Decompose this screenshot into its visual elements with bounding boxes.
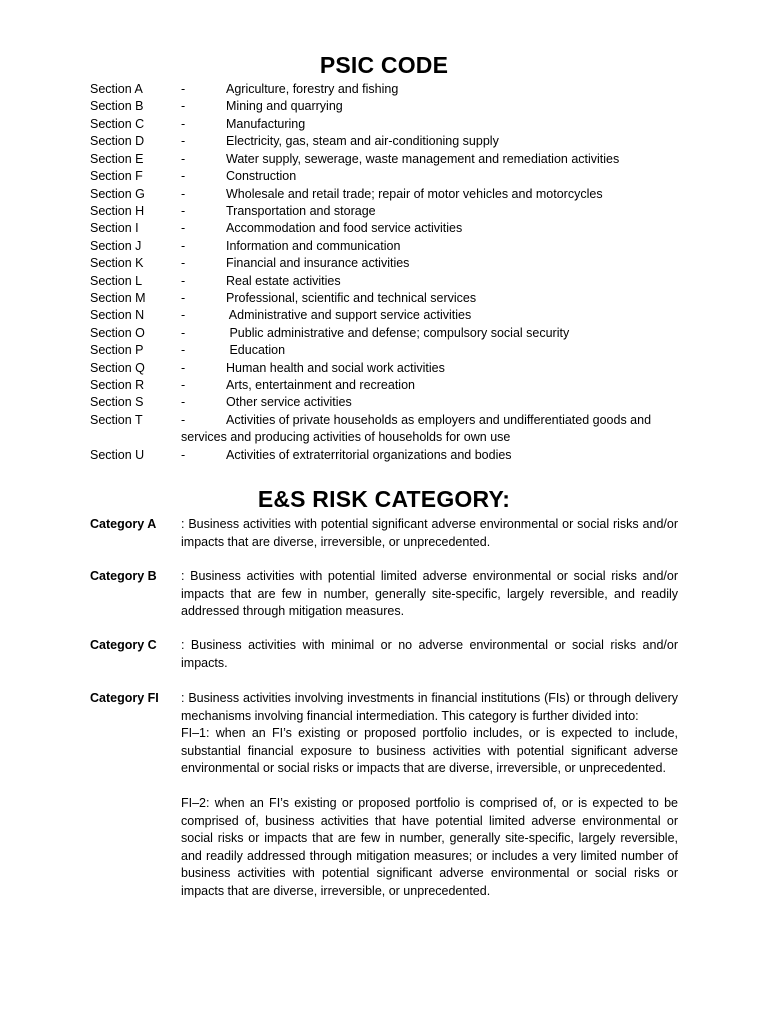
section-description: Electricity, gas, steam and air-conditioning supply [226, 134, 499, 148]
section-description: Wholesale and retail trade; repair of motor vehicles and motorcycles [226, 187, 603, 201]
section-description: Activities of private households as employers and undifferentiated goods and [226, 413, 652, 427]
section-description: Public administrative and defense; compulsory social security [226, 326, 570, 340]
category-label: Category C [90, 638, 157, 652]
category-paragraph: FI–2: when an FI’s existing or proposed portfolio is comprised of, or is expected to be comprised of, business activities that have potential limited adverse environmental or social risks or impacts that are few in number, generally site-specific, largely reversible, and readily addressed through mitigation measures; or includes a very limited number of business activities with potential significant adverse environmental or social risks or impacts that are diverse, irreversible, or unprecedented. [181, 796, 678, 898]
section-description: Information and communication [226, 239, 401, 253]
section-code: Section D [90, 134, 145, 148]
section-dash: - [181, 291, 186, 305]
section-dash: - [181, 134, 186, 148]
category-paragraph: : Business activities with potential limited adverse environmental or social risks and/or impacts that are few in number, generally site-specific, largely reversible, and readily addressed through mitigation measures. [181, 569, 678, 618]
section-dash: - [181, 326, 186, 340]
section-dash: - [181, 169, 186, 183]
section-code: Section J [90, 239, 142, 253]
category-description [181, 690, 678, 900]
section-code: Section I [90, 221, 139, 235]
section-code: Section O [90, 326, 145, 340]
category-paragraph: : Business activities involving investments in financial institutions (FIs) or through delivery mechanisms involving financial intermediation. This category is further divided into: [181, 691, 678, 723]
section-description: Transportation and storage [226, 204, 376, 218]
category-paragraph: : Business activities with potential significant adverse environmental or social risks and/or impacts that are diverse, irreversible, or unprecedented. [181, 517, 678, 549]
section-description: Education [226, 343, 286, 357]
section-dash: - [181, 99, 186, 113]
category-description [181, 516, 678, 551]
category-label: Category FI [90, 691, 159, 705]
section-description: Mining and quarrying [226, 99, 343, 113]
section-code: Section A [90, 82, 143, 96]
category-paragraph: : Business activities with minimal or no adverse environmental or social risks and/or impacts. [181, 638, 678, 670]
section-code: Section G [90, 187, 145, 201]
section-code: Section T [90, 413, 143, 427]
category-label: Category A [90, 517, 157, 531]
section-code: Section E [90, 152, 144, 166]
section-code: Section F [90, 169, 143, 183]
section-dash: - [181, 256, 186, 270]
risk-category-block [90, 690, 678, 900]
section-description: Other service activities [226, 395, 352, 409]
section-code: Section R [90, 378, 145, 392]
section-code: Section K [90, 256, 144, 270]
section-description: Arts, entertainment and recreation [226, 378, 415, 392]
risk-category-block [90, 516, 678, 551]
section-description: Professional, scientific and technical services [226, 291, 477, 305]
section-code: Section P [90, 343, 144, 357]
section-code: Section C [90, 117, 145, 131]
category-label: Category B [90, 569, 157, 583]
section-dash: - [181, 187, 186, 201]
section-description: Accommodation and food service activities [226, 221, 463, 235]
es-risk-category-title: E&S RISK CATEGORY: [257, 486, 511, 512]
section-dash: - [181, 204, 186, 218]
section-description: Administrative and support service activities [226, 308, 472, 322]
section-dash: - [181, 239, 186, 253]
section-t-continuation: services and producing activities of households for own use [181, 430, 511, 444]
section-dash: - [181, 117, 186, 131]
section-description: Manufacturing [226, 117, 306, 131]
section-description: Agriculture, forestry and fishing [226, 82, 399, 96]
category-description [181, 568, 678, 621]
section-dash: - [181, 308, 186, 322]
section-code: Section M [90, 291, 146, 305]
section-dash: - [181, 395, 186, 409]
section-description: Water supply, sewerage, waste management and remediation activities [226, 152, 620, 166]
section-dash: - [181, 413, 186, 427]
category-paragraph: FI–1: when an FI’s existing or proposed portfolio includes, or is expected to include, substantial financial exposure to business activities with potential significant adverse environmental or social risks or impacts that are diverse, irreversible, or unprecedented. [181, 726, 678, 775]
section-dash: - [181, 343, 186, 357]
section-description: Human health and social work activities [226, 361, 445, 375]
section-description: Activities of extraterritorial organizations and bodies [226, 448, 512, 462]
section-dash: - [181, 82, 186, 96]
section-dash: - [181, 448, 186, 462]
category-description [181, 637, 678, 672]
section-code: Section H [90, 204, 145, 218]
psic-code-title: PSIC CODE [319, 52, 449, 78]
section-dash: - [181, 274, 186, 288]
section-code: Section S [90, 395, 144, 409]
section-code: Section N [90, 308, 145, 322]
section-dash: - [181, 221, 186, 235]
section-code: Section U [90, 448, 145, 462]
section-description: Construction [226, 169, 297, 183]
section-description: Real estate activities [226, 274, 341, 288]
section-dash: - [181, 378, 186, 392]
risk-category-block [90, 637, 678, 672]
section-description: Financial and insurance activities [226, 256, 410, 270]
section-code: Section B [90, 99, 144, 113]
section-code: Section L [90, 274, 143, 288]
risk-category-block [90, 568, 678, 621]
section-code: Section Q [90, 361, 145, 375]
section-dash: - [181, 361, 186, 375]
section-dash: - [181, 152, 186, 166]
